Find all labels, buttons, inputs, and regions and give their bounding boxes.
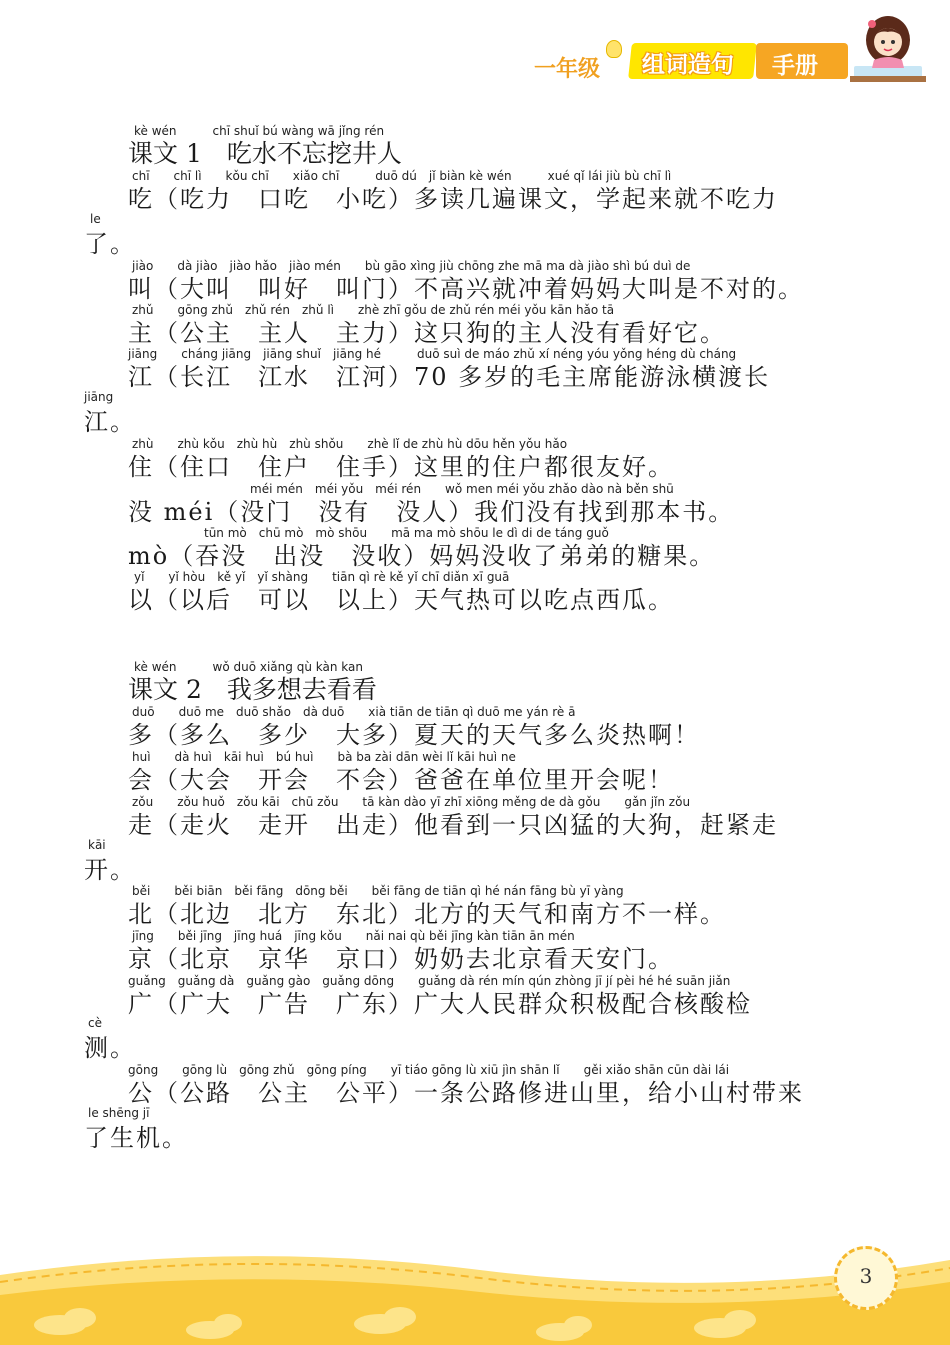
vocab-line: 公（公路 公主 公平）一条公路修进山里，给小山村带来	[128, 1079, 804, 1107]
footer-cloud-decoration	[0, 1220, 950, 1345]
vocab-line: 走（走火 走开 出走）他看到一只凶猛的大狗，赶紧走	[128, 811, 778, 839]
lesson-title-pinyin: kè wén wǒ duō xiǎng qù kàn kan	[134, 660, 363, 674]
line-pinyin: jīng běi jīng jīng huá jīng kǒu nǎi nai qù běi jīng kàn tiān ān mén	[132, 929, 575, 943]
lightbulb-icon	[606, 40, 622, 58]
line-pinyin: chī chī lì kǒu chī xiǎo chī duō dú jǐ biàn kè wén xué qǐ lái jiù bù chī lì	[132, 169, 672, 183]
page-number: 3	[859, 1264, 873, 1288]
line-pinyin: cè	[88, 1016, 102, 1030]
line-pinyin: huì dà huì kāi huì bú huì bà ba zài dān wèi lǐ kāi huì ne	[132, 750, 516, 764]
lesson-title: 课文 2 我多想去看看	[128, 675, 377, 704]
vocab-line: 叫（大叫 叫好 叫门）不高兴就冲着妈妈大叫是不对的。	[128, 275, 804, 303]
line-pinyin: tūn mò chū mò mò shōu mā ma mò shōu le dì di de táng guǒ	[204, 526, 609, 540]
vocab-line: mò（吞没 出没 没收）妈妈没收了弟弟的糖果。	[128, 542, 716, 570]
line-pinyin: běi běi biān běi fāng dōng běi běi fāng de tiān qì hé nán fāng bù yī yàng	[132, 884, 624, 898]
vocab-line: 江。	[84, 408, 136, 436]
vocab-line: 广（广大 广告 广东）广大人民群众积极配合核酸检	[128, 990, 752, 1018]
line-pinyin: yǐ yǐ hòu kě yǐ yǐ shàng tiān qì rè kě yǐ chī diǎn xī guā	[134, 570, 510, 584]
grade-label: 一年级	[534, 57, 601, 82]
book-title-banner	[628, 43, 757, 79]
handbook-banner	[756, 43, 848, 79]
line-pinyin: le	[90, 212, 101, 226]
vocab-line: 会（大会 开会 不会）爸爸在单位里开会呢！	[128, 766, 674, 794]
vocab-line: 江（长江 江水 江河）70 多岁的毛主席能游泳横渡长	[128, 363, 771, 391]
line-pinyin: zhù zhù kǒu zhù hù zhù shǒu zhè lǐ de zhù hù dōu hěn yǒu hǎo	[132, 437, 568, 451]
line-pinyin: jiāng cháng jiāng jiāng shuǐ jiāng hé duō suì de máo zhǔ xí néng yóu yǒng héng dù cháng	[128, 347, 737, 361]
vocab-line: 京（北京 京华 京口）奶奶去北京看天安门。	[128, 945, 674, 973]
line-pinyin: jiāng	[84, 390, 114, 404]
line-pinyin: le shēng jī	[88, 1106, 150, 1120]
page-header	[0, 0, 950, 100]
vocab-line: 住（住口 住户 住手）这里的住户都很友好。	[128, 453, 674, 481]
vocab-line: 测。	[84, 1034, 136, 1062]
line-pinyin: zhǔ gōng zhǔ zhǔ rén zhǔ lì zhè zhī gǒu de zhǔ rén méi yǒu kān hǎo tā	[132, 303, 615, 317]
book-title: 组词造句	[641, 52, 734, 78]
line-pinyin: gōng gōng lù gōng zhǔ gōng píng yī tiáo gōng lù xiū jìn shān lǐ gěi xiǎo shān cūn dài lái	[128, 1063, 730, 1077]
line-pinyin: guǎng guǎng dà guǎng gào guǎng dōng guǎng dà rén mín qún zhòng jī jí pèi hé hé suān jiǎn	[128, 974, 731, 988]
handbook-label: 手册	[772, 53, 818, 79]
lesson-title-pinyin: kè wén chī shuǐ bú wàng wā jǐng rén	[134, 124, 385, 138]
girl-illustration-icon	[848, 10, 928, 88]
vocab-line: 北（北边 北方 东北）北方的天气和南方不一样。	[128, 900, 726, 928]
line-pinyin: kāi	[88, 838, 106, 852]
line-pinyin: méi mén méi yǒu méi rén wǒ men méi yǒu zhǎo dào nà běn shū	[250, 482, 674, 496]
line-pinyin: jiào dà jiào jiào hǎo jiào mén bù gāo xìng jiù chōng zhe mā ma dà jiào shì bú duì de	[132, 259, 691, 273]
lesson-title: 课文 1 吃水不忘挖井人	[128, 139, 402, 168]
vocab-line: 吃（吃力 口吃 小吃）多读几遍课文，学起来就不吃力	[128, 185, 778, 213]
vocab-line: 了生机。	[84, 1124, 188, 1152]
line-pinyin: zǒu zǒu huǒ zǒu kāi chū zǒu tā kàn dào yī zhī xiōng měng de dà gǒu gǎn jǐn zǒu	[132, 795, 691, 809]
line-pinyin: duō duō me duō shǎo dà duō xià tiān de tiān qì duō me yán rè ā	[132, 705, 576, 719]
vocab-line: 以（以后 可以 以上）天气热可以吃点西瓜。	[128, 586, 674, 614]
vocab-line: 主（公主 主人 主力）这只狗的主人没有看好它。	[128, 319, 726, 347]
vocab-line: 了。	[84, 230, 136, 258]
vocab-line: 开。	[84, 856, 136, 884]
vocab-line: 多（多么 多少 大多）夏天的天气多么炎热啊！	[128, 721, 700, 749]
vocab-line: 没 méi（没门 没有 没人）我们没有找到那本书。	[128, 498, 735, 526]
